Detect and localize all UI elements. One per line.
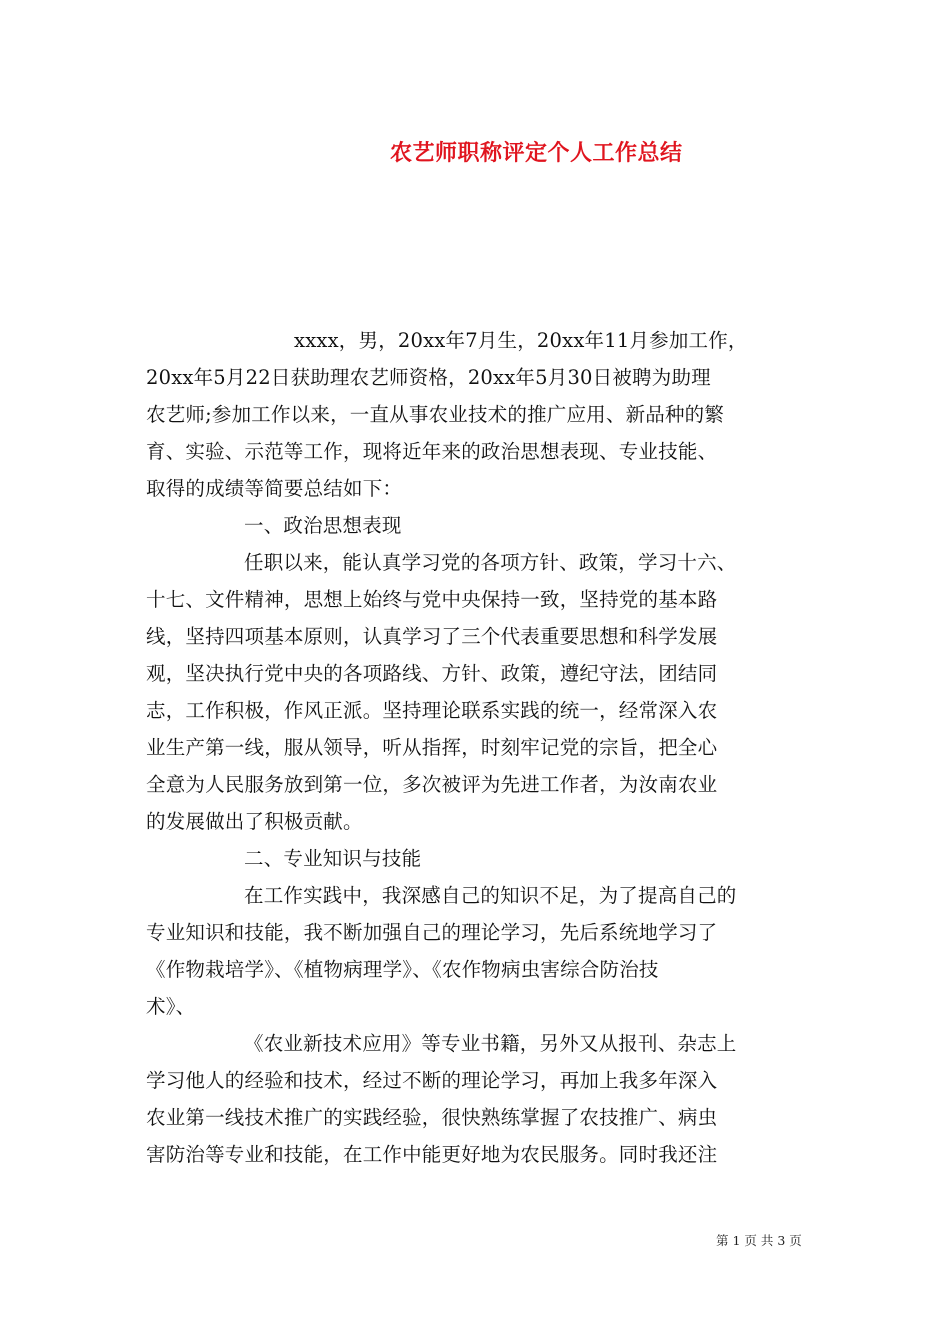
body-line: xxxx，男，20xx年7月生，20xx年11月参加工作， xyxy=(294,329,748,352)
body-line: 害防治等专业和技能，在工作中能更好地为农民服务。同时我还注 xyxy=(146,1143,718,1166)
page-number: 第 1 页 共 3 页 xyxy=(716,1233,802,1248)
body-line: 农艺师;参加工作以来，一直从事农业技术的推广应用、新品种的繁 xyxy=(146,403,725,426)
section-heading: 一、政治思想表现 xyxy=(244,514,402,537)
body-line: 专业知识和技能，我不断加强自己的理论学习，先后系统地学习了 xyxy=(146,921,718,944)
section-heading: 二、专业知识与技能 xyxy=(244,847,422,870)
body-line: 志，工作积极，作风正派。坚持理论联系实践的统一，经常深入农 xyxy=(146,699,718,722)
body-line: 学习他人的经验和技术，经过不断的理论学习，再加上我多年深入 xyxy=(146,1069,718,1092)
body-line: 《农业新技术应用》等专业书籍，另外又从报刊、杂志上 xyxy=(244,1032,737,1055)
body-line: 十七、文件精神，思想上始终与党中央保持一致，坚持党的基本路 xyxy=(146,588,718,611)
body-line: 《作物栽培学》、《植物病理学》、《农作物病虫害综合防治技 xyxy=(146,958,659,981)
body-line: 线，坚持四项基本原则，认真学习了三个代表重要思想和科学发展 xyxy=(146,625,718,648)
body-line: 全意为人民服务放到第一位，多次被评为先进工作者，为汝南农业 xyxy=(146,773,718,796)
body-line: 取得的成绩等简要总结如下： xyxy=(146,477,403,500)
body-line: 育、实验、示范等工作，现将近年来的政治思想表现、专业技能、 xyxy=(146,440,718,463)
body-line: 术》、 xyxy=(146,995,196,1018)
document-body xyxy=(146,322,810,1173)
document-title: 农艺师职称评定个人工作总结 xyxy=(390,140,683,166)
body-line: 观，坚决执行党中央的各项路线、方针、政策，遵纪守法，团结同 xyxy=(146,662,718,685)
body-line: 的发展做出了积极贡献。 xyxy=(146,810,363,833)
body-line: 业生产第一线，服从领导，听从指挥，时刻牢记党的宗旨，把全心 xyxy=(146,736,718,759)
body-line: 20xx年5月22日获助理农艺师资格，20xx年5月30日被聘为助理 xyxy=(146,366,711,389)
body-line: 在工作实践中，我深感自己的知识不足，为了提高自己的 xyxy=(244,884,737,907)
body-line: 任职以来，能认真学习党的各项方针、政策，学习十六、 xyxy=(244,551,737,574)
body-line: 农业第一线技术推广的实践经验，很快熟练掌握了农技推广、病虫 xyxy=(146,1106,718,1129)
